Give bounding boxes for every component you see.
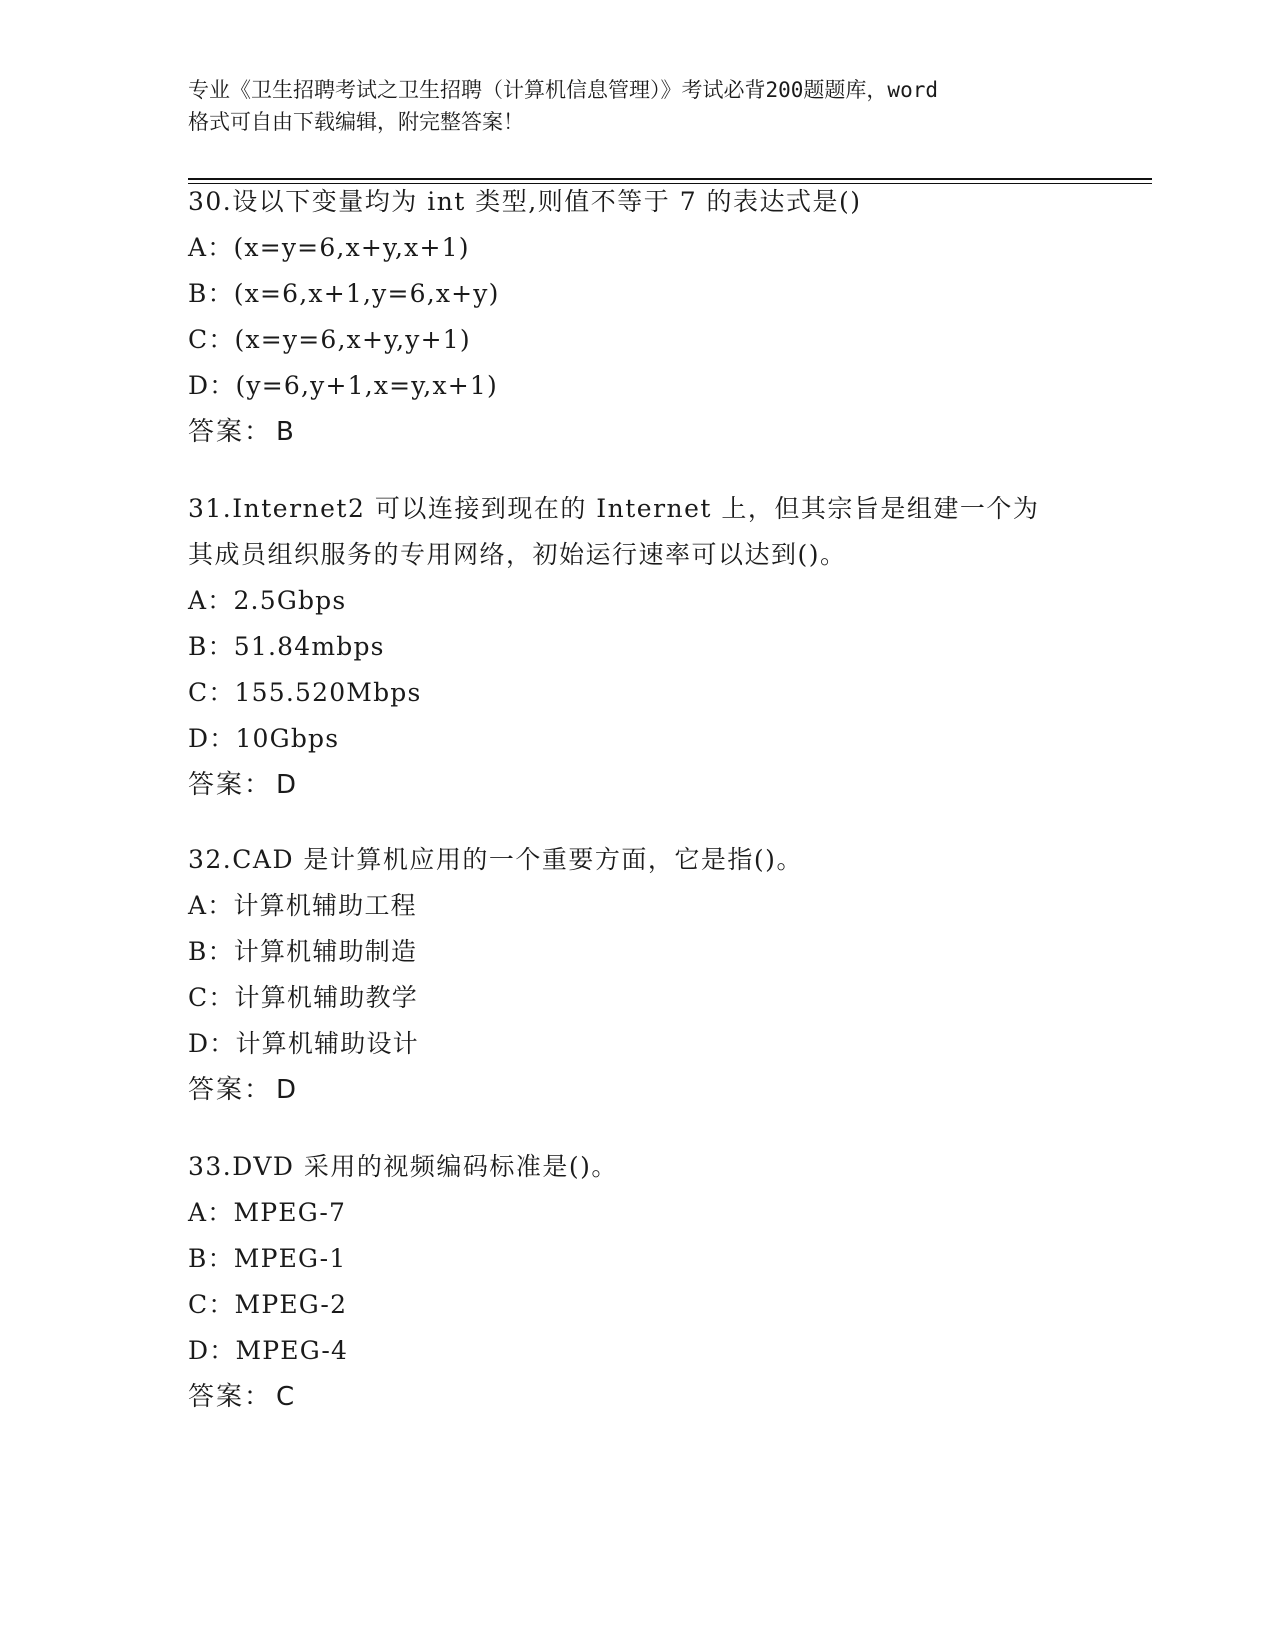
- option-c: C：(x=y=6,x+y,y+1): [188, 325, 471, 354]
- question-stem: 32.CAD 是计算机应用的一个重要方面，它是指()。: [188, 845, 803, 874]
- question-block: [188, 1144, 1088, 1420]
- option-b: B：MPEG-1: [188, 1244, 347, 1273]
- option-c: C：计算机辅助教学: [188, 983, 418, 1012]
- answer-value: D: [276, 770, 297, 800]
- answer-line: [188, 409, 1088, 455]
- answer-label: 答案：: [188, 1382, 273, 1412]
- option-b: B：计算机辅助制造: [188, 937, 418, 966]
- header-line-1: 专业《卫生招聘考试之卫生招聘（计算机信息管理）》考试必背200题题库，word: [188, 78, 938, 102]
- option-d: D：计算机辅助设计: [188, 1029, 419, 1058]
- question-block: [188, 179, 1088, 455]
- option-b: B：51.84mbps: [188, 632, 385, 661]
- document-header: [188, 74, 1108, 138]
- header-line-2: 格式可自由下载编辑，附完整答案！: [188, 110, 524, 134]
- answer-value: D: [276, 1075, 297, 1105]
- question-block: [188, 486, 1088, 808]
- option-d: D：MPEG-4: [188, 1336, 349, 1365]
- question-stem: 30.设以下变量均为 int 类型,则值不等于 7 的表达式是(): [188, 187, 862, 216]
- question-stem-line-1: 31.Internet2 可以连接到现在的 Internet 上，但其宗旨是组建一个为: [188, 494, 1040, 523]
- question-stem: 33.DVD 采用的视频编码标准是()。: [188, 1152, 618, 1181]
- question-stem-line-2: 其成员组织服务的专用网络，初始运行速率可以达到()。: [188, 540, 847, 569]
- option-a: A：计算机辅助工程: [188, 891, 417, 920]
- option-a: A：MPEG-7: [188, 1198, 347, 1227]
- answer-label: 答案：: [188, 417, 273, 447]
- option-d: D：10Gbps: [188, 724, 340, 753]
- option-c: C：MPEG-2: [188, 1290, 348, 1319]
- answer-line: [188, 1374, 1088, 1420]
- answer-line: [188, 1067, 1088, 1113]
- answer-line: [188, 762, 1088, 808]
- answer-label: 答案：: [188, 770, 273, 800]
- option-b: B：(x=6,x+1,y=6,x+y): [188, 279, 500, 308]
- answer-value: C: [276, 1382, 295, 1412]
- option-a: A：2.5Gbps: [188, 586, 347, 615]
- option-c: C：155.520Mbps: [188, 678, 422, 707]
- option-a: A：(x=y=6,x+y,x+1): [188, 233, 470, 262]
- option-d: D：(y=6,y+1,x=y,x+1): [188, 371, 498, 400]
- answer-value: B: [276, 417, 294, 447]
- question-block: [188, 837, 1088, 1113]
- answer-label: 答案：: [188, 1075, 273, 1105]
